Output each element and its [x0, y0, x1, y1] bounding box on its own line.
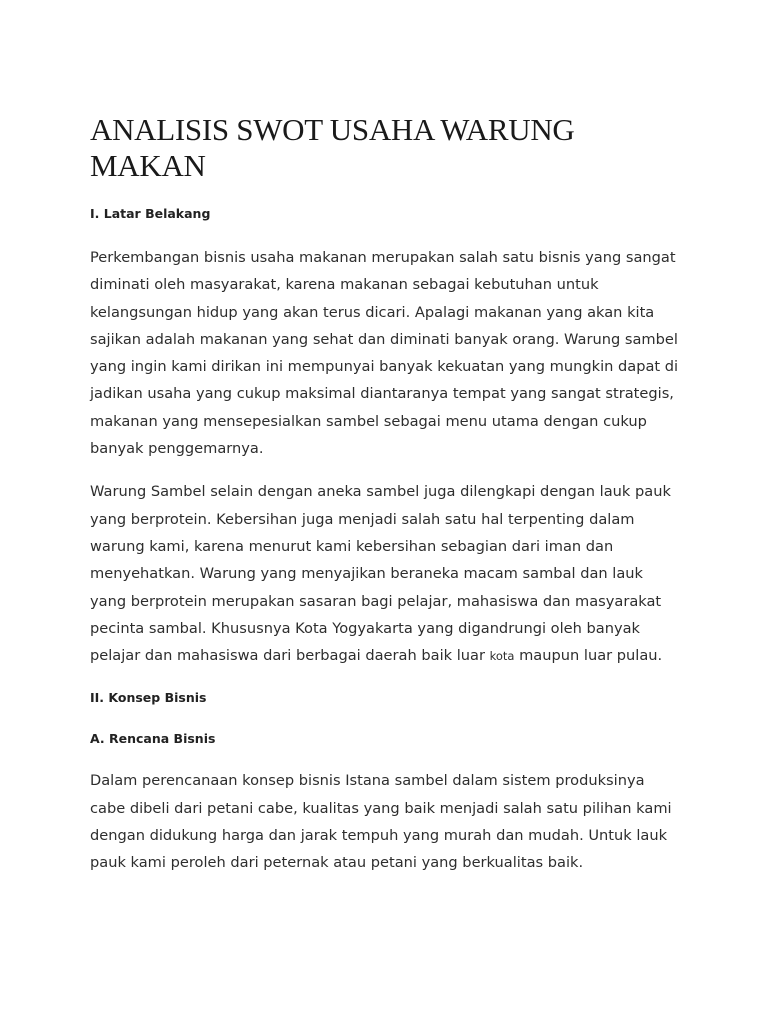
paragraph-small-word: kota [489, 649, 515, 664]
section-heading-konsep-bisnis: II. Konsep Bisnis [90, 690, 207, 706]
paragraph-text: maupun luar pulau. [514, 647, 663, 665]
paragraph-text: Warung Sambel selain dengan aneka sambel juga dilengkapi dengan lauk pauk yang berprotein. Kebersihan juga menjadi salah satu hal terpenting dalam warung kami, karena menurut kami kebersihan sebagian dari iman dan menyehatkan. Warung yang menyajikan beraneka macam sambal dan lauk yang berprotein merupakan sasaran bagi pelajar, mahasiswa dan masyarakat pecinta sambal. Khususnya Kota Yogyakarta yang digandrungi oleh banyak pelajar dan mahasiswa dari berbagai daerah baik luar [90, 483, 671, 665]
document-page [90, 112, 680, 877]
section-heading-latar-belakang: I. Latar Belakang [90, 206, 211, 221]
paragraph-latar-belakang-2 [90, 478, 680, 670]
paragraph-rencana-bisnis: Dalam perencanaan konsep bisnis Istana sambel dalam sistem produksinya cabe dibeli dari petani cabe, kualitas yang baik menjadi salah satu pilihan kami dengan didukung harga dan jarak tempuh yang murah dan mudah. Untuk lauk pauk kami peroleh dari peternak atau petani yang berkualitas baik. [90, 772, 672, 872]
document-title: ANALISIS SWOT USAHA WARUNG MAKAN [90, 112, 575, 183]
subsection-heading-rencana-bisnis: A. Rencana Bisnis [90, 731, 216, 747]
paragraph-latar-belakang-1: Perkembangan bisnis usaha makanan merupakan salah satu bisnis yang sangat diminati oleh masyarakat, karena makanan sebagai kebutuhan untuk kelangsungan hidup yang akan terus dicari. Apalagi makanan yang akan kita sajikan adalah makanan yang sehat dan diminati banyak orang. Warung sambel yang ingin kami dirikan ini mempunyai banyak kekuatan yang mungkin dapat di jadikan usaha yang cukup maksimal diantaranya tempat yang sangat strategis, makanan yang mensepesialkan sambel sebagai menu utama dengan cukup banyak penggemarnya. [90, 249, 679, 458]
